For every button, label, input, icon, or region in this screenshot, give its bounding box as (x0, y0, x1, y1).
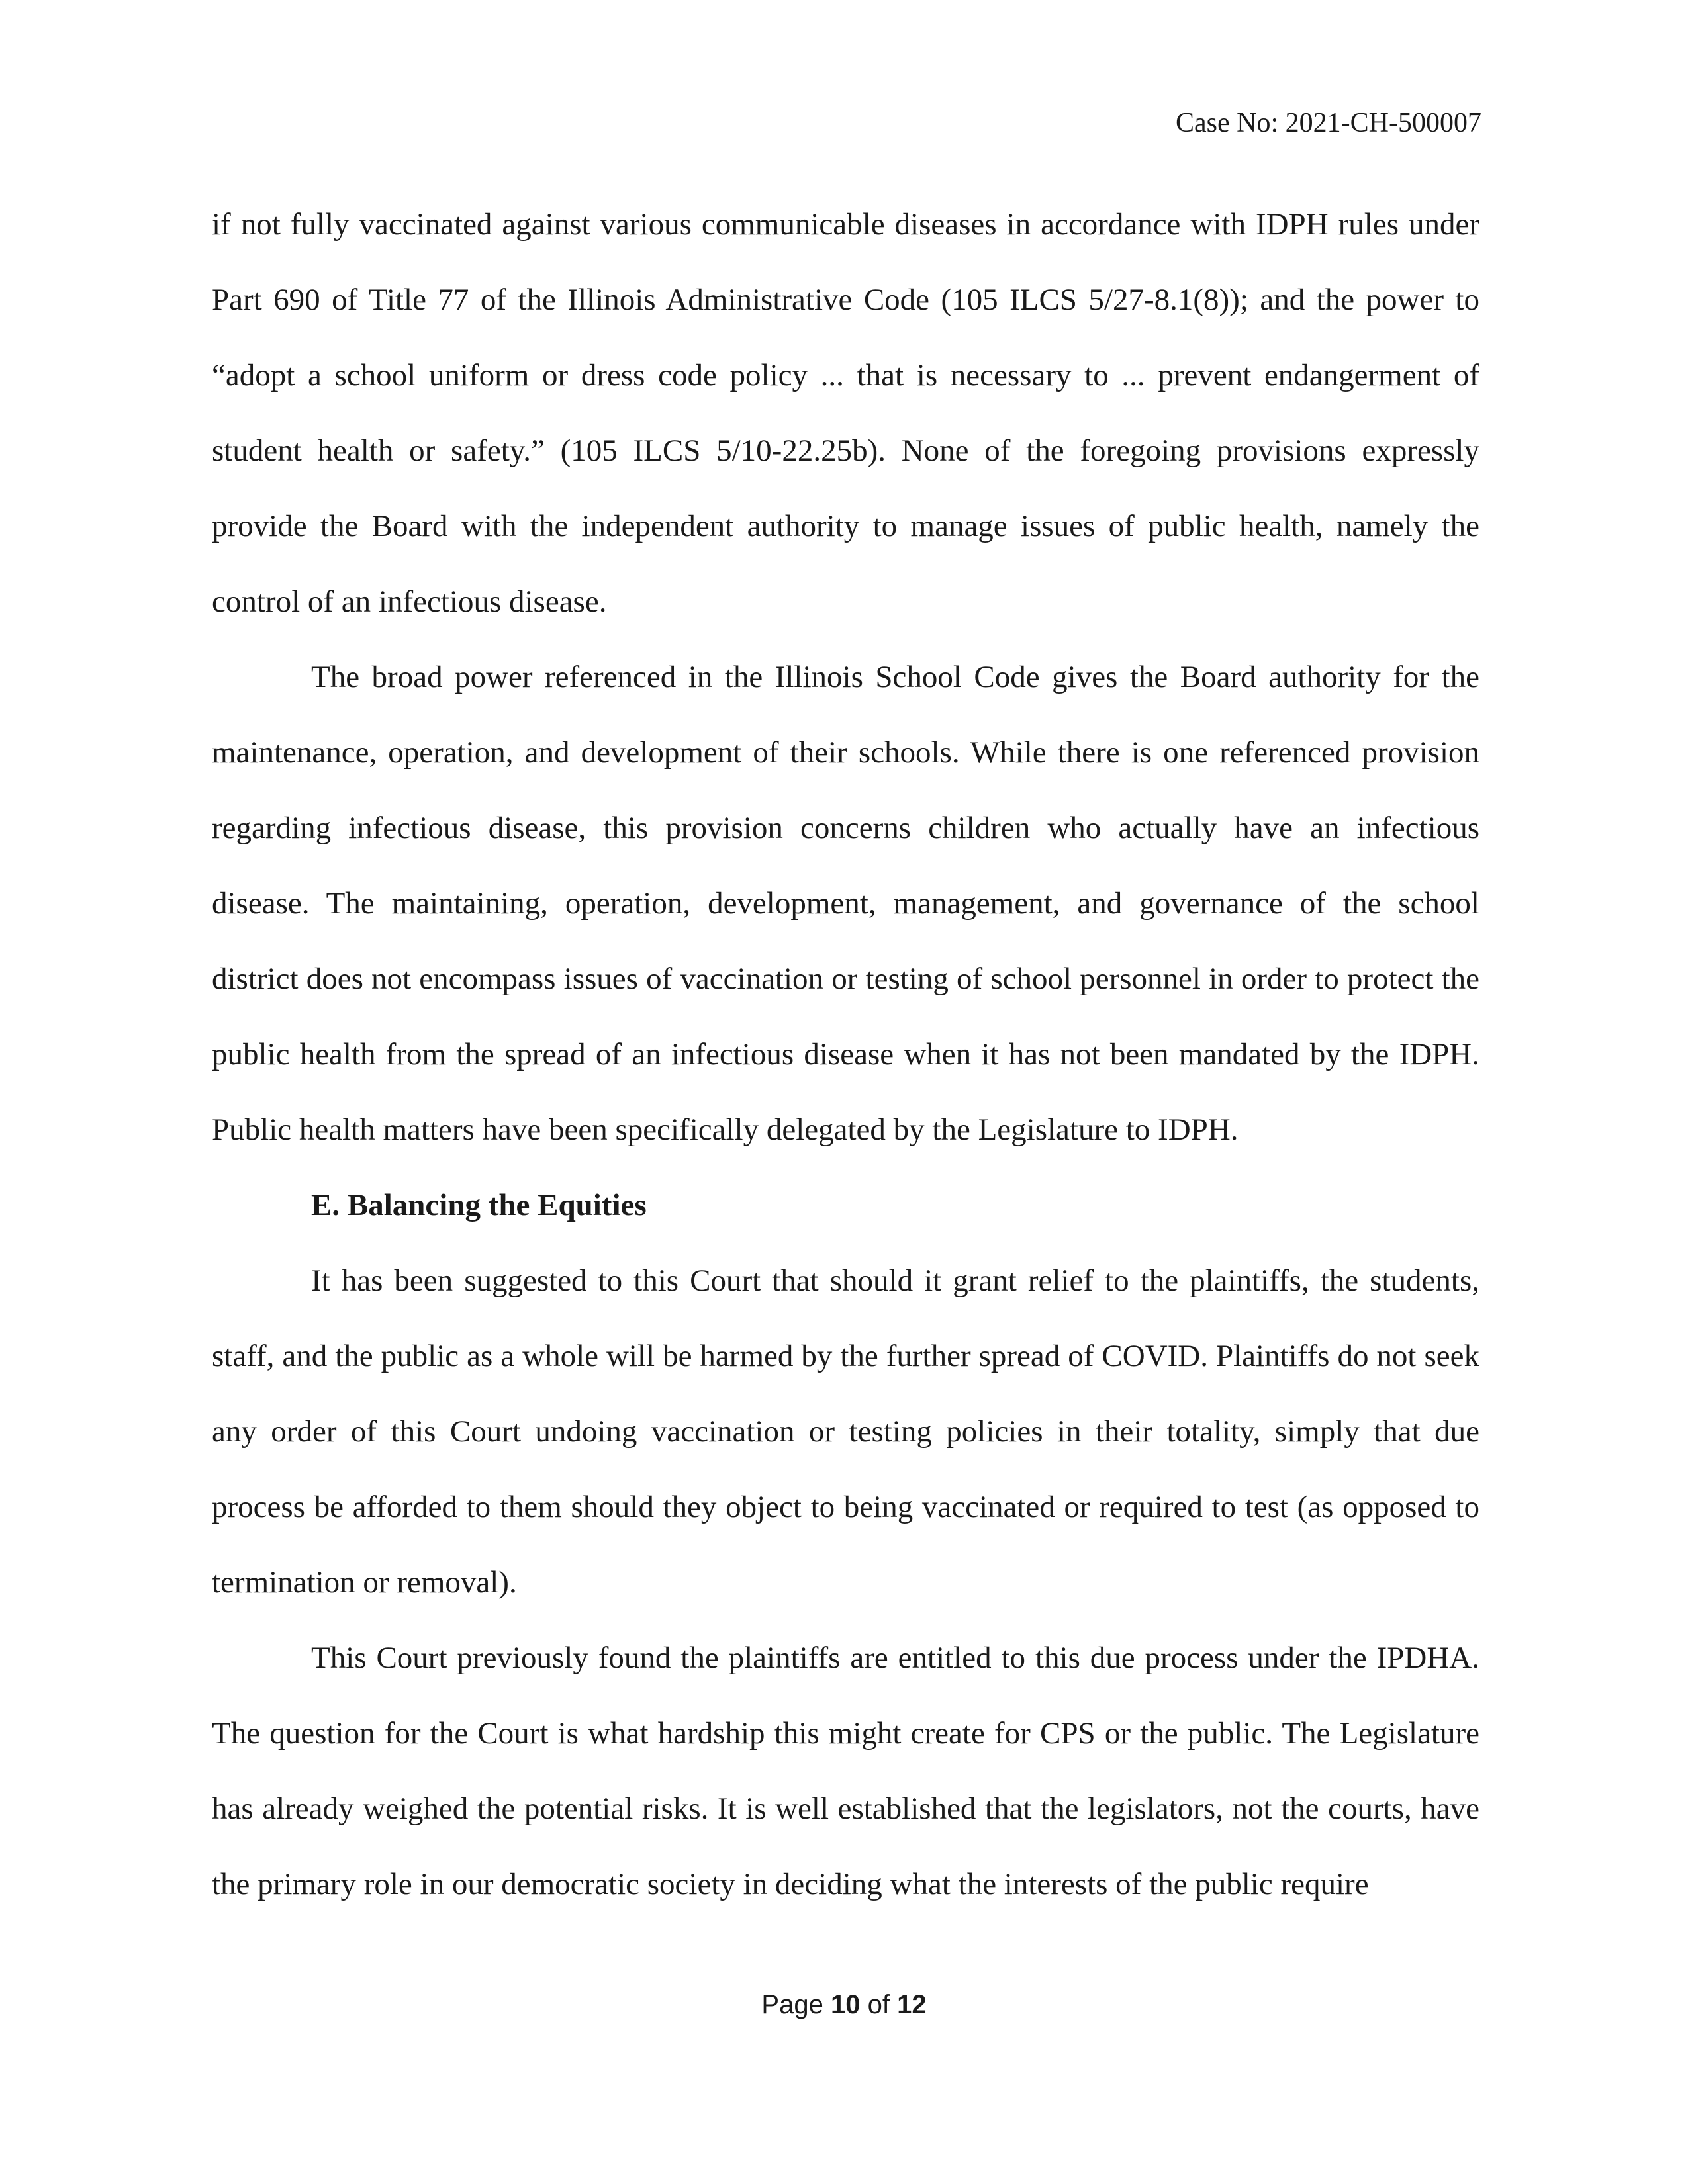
footer-total-pages: 12 (897, 1990, 927, 2019)
page-footer (0, 1987, 1688, 2022)
case-number-header: Case No: 2021-CH-500007 (1176, 108, 1481, 138)
paragraph-continuation: if not fully vaccinated against various communicable diseases in accordance with IDPH rules under Part 690 of Title 77 of the Illinois Administrative Code (105 ILCS 5/27-8.1(8)); and the power to “adopt a school uniform or dress code policy ... that is necessary to ... prevent endangerment of student health or safety.” (105 ILCS 5/10-22.25b). None of the foregoing provisions expressly provide the Board with the independent authority to manage issues of public health, namely the control of an infectious disease. (212, 207, 1479, 619)
footer-current-page: 10 (830, 1990, 861, 2019)
section-heading: E. Balancing the Equities (311, 1188, 647, 1222)
paragraph-relief-suggestion: It has been suggested to this Court that should it grant relief to the plaintiffs, the students, staff, and the public as a whole will be harmed by the further spread of COVID. Plaintiffs do not seek any order of this Court undoing vaccination or testing policies in their totality, simply that due process be afforded to them should they object to being vaccinated or required to test (as opposed to termination or removal). (212, 1263, 1479, 1600)
paragraph-school-code-power: The broad power referenced in the Illinois School Code gives the Board authority for the maintenance, operation, and development of their schools. While there is one referenced provision regarding infectious disease, this provision concerns children who actually have an infectious disease. The maintaining, operation, development, management, and governance of the school district does not encompass issues of vaccination or testing of school personnel in order to protect the public health from the spread of an infectious disease when it has not been mandated by the IDPH. Public health matters have been specifically delegated by the Legislature to IDPH. (212, 660, 1479, 1147)
document-body (212, 187, 1479, 1922)
paragraph-due-process: This Court previously found the plaintiffs are entitled to this due process under the IPDHA. The question for the Court is what hardship this might create for CPS or the public. The Legislature has already weighed the potential risks. It is well established that the legislators, not the courts, have the primary role in our democratic society in deciding what the interests of the public require (212, 1641, 1479, 1901)
footer-page-word: Page (761, 1990, 823, 2019)
footer-of-word: of (867, 1990, 890, 2019)
